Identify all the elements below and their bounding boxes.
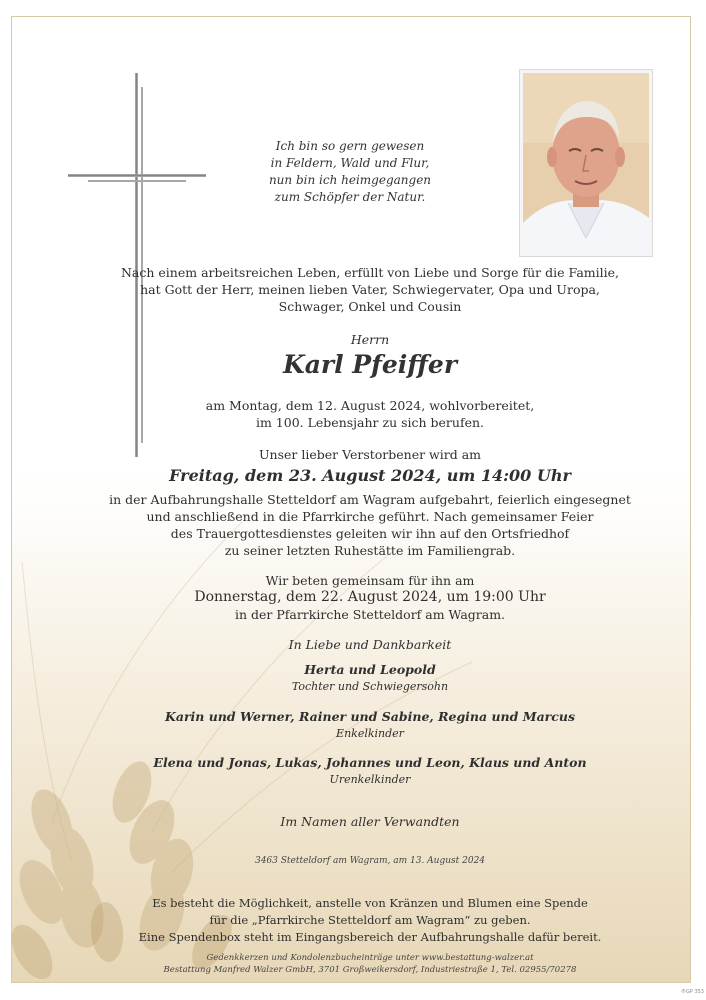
funeral-line: in der Aufbahrungshalle Stetteldorf am Wagram aufgebahrt, feierlich eingesegnet (109, 492, 631, 507)
funeral-line: und anschließend in die Pfarrkirche geführt. Nach gemeinsamer Feier (146, 509, 594, 524)
family-names: Elena und Jonas, Lukas, Johannes und Leon, Klaus und Anton (153, 755, 587, 770)
donation-line: für die „Pfarrkirche Stetteldorf am Wagram“ zu geben. (209, 913, 531, 927)
donation-notice (100, 895, 640, 946)
portrait-image (523, 73, 649, 253)
funeral-line: zu seiner letzten Ruhestätte im Familiengrab. (224, 543, 516, 558)
funeral-text (100, 491, 640, 559)
relatives-line: Im Namen aller Verwandten (280, 814, 460, 829)
family-group-grandchildren (100, 708, 640, 742)
death-notice (100, 397, 640, 431)
family-role: Urenkelkinder (329, 773, 411, 786)
prayer-line: in der Pfarrkirche Stetteldorf am Wagram. (234, 607, 506, 622)
family-group-great-grandchildren (100, 754, 640, 788)
love-line: In Liebe und Dankbarkeit (288, 637, 452, 652)
footer-line: Bestattung Manfred Walzer GmbH, 3701 Großweikersdorf, Industriestraße 1, Tel. 02955/70278 (163, 965, 577, 975)
family-names: Karin und Werner, Rainer und Sabine, Regina und Marcus (164, 709, 575, 724)
intro-line: hat Gott der Herr, meinen lieben Vater, Schwiegervater, Opa und Uropa, (140, 282, 600, 297)
cross-horizontal-beam (68, 174, 206, 177)
poem-line: Ich bin so gern gewesen (275, 139, 425, 153)
donation-line: Es besteht die Möglichkeit, anstelle von Kränzen und Blumen eine Spende (152, 896, 588, 910)
deceased-name: Karl Pfeiffer (282, 350, 457, 379)
prayer-line: Donnerstag, dem 22. August 2024, um 19:00 Uhr (194, 589, 546, 605)
prayer-line: Wir beten gemeinsam für ihn am (265, 573, 475, 588)
intro-text (100, 264, 640, 315)
funeral-intro: Unser lieber Verstorbener wird am (258, 447, 482, 462)
family-names: Herta und Leopold (304, 662, 436, 677)
family-group-children (100, 661, 640, 695)
poem-line: in Feldern, Wald und Flur, (270, 156, 430, 170)
death-line: am Montag, dem 12. August 2024, wohlvorbereitet, (205, 398, 535, 413)
funeral-date: Freitag, dem 23. August 2024, um 14:00 Uhr (169, 466, 571, 485)
poem-line: nun bin ich heimgegangen (268, 173, 432, 187)
footer (100, 952, 640, 976)
salutation: Herrn (350, 332, 390, 347)
prayer-notice (100, 572, 640, 623)
intro-line: Nach einem arbeitsreichen Leben, erfüllt von Liebe und Sorge für die Familie, (120, 265, 619, 280)
funeral-line: des Trauergottesdienstes geleiten wir ihn auf den Ortsfriedhof (170, 526, 570, 541)
donation-line: Eine Spendenbox steht im Eingangsbereich der Aufbahrungshalle dafür bereit. (138, 930, 602, 944)
death-line: im 100. Lebensjahr zu sich berufen. (255, 415, 485, 430)
cross-horizontal-inner-line (88, 180, 186, 182)
intro-line: Schwager, Onkel und Cousin (278, 299, 462, 314)
family-role: Tochter und Schwiegersohn (291, 680, 449, 693)
print-mark: ®GP 353 (680, 989, 704, 995)
footer-line: Gedenkkerzen und Kondolenzbucheinträge unter www.bestattung-walzer.at (206, 953, 534, 963)
place-date: 3463 Stetteldorf am Wagram, am 13. August 2024 (254, 856, 486, 866)
poem (250, 138, 450, 206)
family-role: Enkelkinder (336, 727, 404, 740)
portrait-photo (519, 69, 653, 257)
poem-line: zum Schöpfer der Natur. (274, 190, 426, 204)
